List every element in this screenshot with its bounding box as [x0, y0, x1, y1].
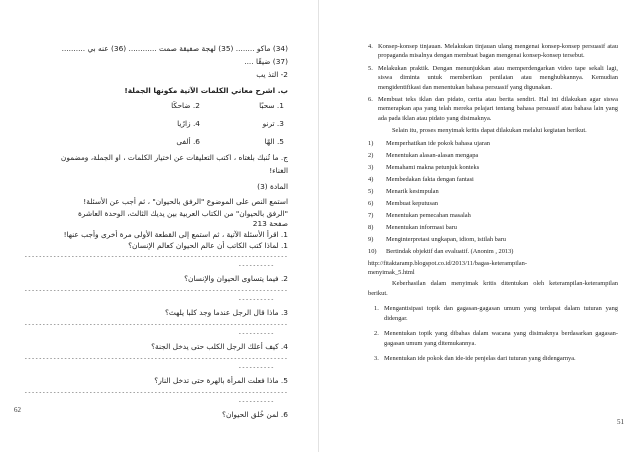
top-item: 6. Membuat teks iklan dan pidato, cerita atau berita sendiri. Hal ini dilakukan agar siswa memerapkan apa yang telah mereka pelajari tentang bahasa persuasif atau bahasa lain yang ada pada iklan atau pidato yang disimaknya.: [368, 96, 618, 122]
material-heading: المادة (3): [257, 182, 288, 191]
answer-line: [238, 365, 278, 371]
list-item: 5) Menarik kesimpulan: [368, 187, 439, 195]
right-page-content: [368, 42, 618, 367]
instruction-b: ب. اشرح معاني الكلمات الآتية مكونها الجملة!: [124, 86, 288, 95]
answer-line: [24, 322, 288, 328]
questions-instruction: 1. اقرأ الأسئلة الآتية ، ثم استمع إلى القطعة الأولى مرة أخرى وأجب عنها!: [63, 230, 288, 239]
bottom-item: 1. Mengantisipasi topik dan gagasan-gagasan umum yang terdapat dalam tuturan yang didengar.: [374, 305, 618, 322]
list-item: 7) Menentukan pemecahan masalah: [368, 211, 471, 219]
question-6: 6. لمن خُلق الحيوان؟: [222, 410, 288, 419]
question-4: 4. كيف أعلك الرجل الكلب حتى يدخل الجنة؟: [151, 342, 288, 351]
intro-paragraph: Selain itu, proses menyimak kritis dapat dilakukan melalui kegiatan berikut.: [392, 127, 587, 135]
reference-line: "الرفق بالحيوان" من الكتاب العربية بين يديك الثالث، الوحدة العاشرة: [77, 209, 288, 218]
vocab-line-2: (37) ضيقًا ....: [244, 57, 288, 66]
top-item: 5. Melakukan praktik. Dengan menunjukkan atau memperdengarkan video tape sekali lagi, siswa diminta untuk memberikan penilaian atau menghubkannya. Kemudian mengidentifikasi dan menentukan bahasa persuasif yang digunakan.: [368, 64, 618, 91]
page-number: 62: [14, 406, 21, 414]
list-item: 3) Memahami makna petunjuk konteks: [368, 163, 480, 171]
answer-line: [238, 297, 278, 303]
word-6: 6. ألفى: [176, 137, 200, 146]
question-2: 2. فيما يتساوى الحيوان والإنسان؟: [184, 274, 288, 283]
bottom-item: 3. Menentukan ide pokok dan ide-ide penjelas dari tuturan yang didengarnya.: [374, 354, 576, 362]
list-item: 9) Menginterpretasi ungkapan, idiom, istilah baru: [368, 235, 506, 243]
question-5: 5. ماذا فعلت المرأة بالهرة حتى تدخل النار؟: [154, 376, 288, 385]
listening-instruction: استمع النص على الموضوع "الرفق بالحيوان" ، ثم أجب عن الأسئلة!: [83, 197, 288, 206]
top-item: 4. Konsep-konsep tinjauan. Melakukan tinjauan ulang mengenai konsep-konsep persuasif atau propaganda misalnya dengan membuat bagan mengenai konsep-konsep tersebut.: [368, 43, 618, 60]
vocab-line-1: (34) ماكو ........ (35) لهجة صفيقة صمت ............ (36) عنه بي ..........: [61, 44, 288, 53]
answer-line: [238, 399, 278, 405]
instruction-c: ج. ما تُنبك بلغتاه ، اكتب التعليقات عن اختيار الكلمات ، او الجملة، ومضمون: [60, 153, 288, 162]
bottom-item: 2. Menentukan topik yang dibahas dalam wacana yang disimaknya berdasarkan gagasan-gagasan umum yang ditemukannya.: [374, 330, 618, 347]
word-4: 4. زارًيا: [177, 119, 200, 128]
list-item: 10) Bertindak objektif dan evaluatif. (Anonim , 2013): [368, 247, 514, 255]
word-5: 5. الهًا: [264, 137, 284, 146]
list-item: 8) Menentukan informasi baru: [368, 223, 457, 231]
reference-page: صفحة 213: [252, 219, 288, 228]
question-1: 1. لماذا كتب الكاتب أن عالم الحيوان كعالم الإنسان؟: [128, 241, 288, 250]
word-1: 1. سحبًا: [259, 101, 284, 110]
list-item: 2) Menentukan alasan-alasan mengapa: [368, 151, 479, 159]
answer-line: [238, 331, 278, 337]
list-item: 1) Memperhatikan ide pokok bahasa ujaran: [368, 139, 490, 147]
page-number: 51: [617, 418, 624, 426]
page-divider: [318, 0, 319, 452]
word-2: 2. ضاحكًا: [171, 101, 200, 110]
section-heading: 2- التذ يب: [256, 70, 288, 79]
indonesian-page: [320, 0, 638, 452]
source-url[interactable]: http://fitaktaramp.blogspot.co.id/2013/11/bagas-keterampilan-: [368, 259, 527, 267]
answer-line: [24, 288, 288, 294]
source-url-cont[interactable]: menyimak_5.html: [368, 269, 415, 277]
answer-line: [238, 263, 278, 269]
answer-line: [24, 254, 288, 260]
answer-line: [24, 390, 288, 396]
instruction-c-cont: الغناء!: [269, 166, 288, 175]
arabic-page: [0, 0, 318, 452]
question-3: 3. ماذا قال الرجل عندما وجد كلبا يلهث؟: [164, 308, 288, 317]
answer-line: [24, 356, 288, 362]
list-item: 6) Membuat keputusan: [368, 199, 439, 207]
paragraph: Keberhasilan dalam menyimak kritis ditentukan oleh keterampilan-keterampilan berikut.: [368, 280, 618, 297]
list-item: 4) Membedakan fakta dengan fantasi: [368, 175, 474, 183]
word-3: 3. ترنو: [262, 119, 284, 128]
